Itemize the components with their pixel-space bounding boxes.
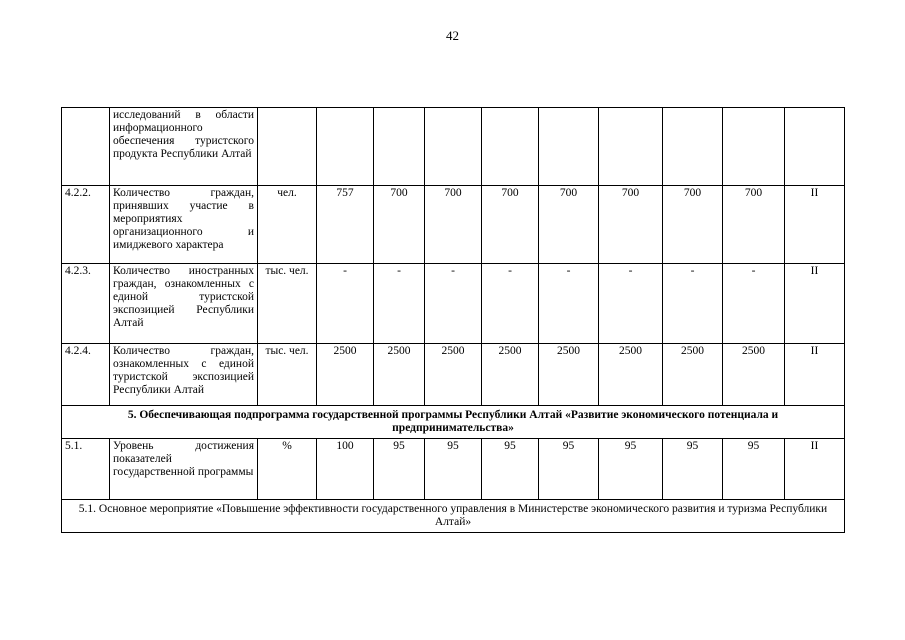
unit-cell: тыс. чел. (258, 264, 317, 344)
table-row (62, 186, 845, 264)
value-cell: 700 (425, 186, 482, 264)
value-cell (425, 108, 482, 186)
value-cell (723, 108, 785, 186)
value-cell: 2500 (663, 344, 723, 406)
value-cell: 700 (663, 186, 723, 264)
table-row (62, 344, 845, 406)
indicator-name: Количество граждан, принявших участие в мероприятиях организационного и имиджевого характера (110, 186, 258, 264)
value-cell: 2500 (723, 344, 785, 406)
page-number: 42 (446, 28, 459, 43)
value-cell: 95 (482, 439, 539, 500)
value-cell: 700 (539, 186, 599, 264)
value-cell: 100 (317, 439, 374, 500)
value-cell: 95 (723, 439, 785, 500)
section-header-row (62, 406, 845, 439)
indicator-name: Количество граждан, ознакомленных с единой туристской экспозицией Республики Алтай (110, 344, 258, 406)
value-cell: 2500 (317, 344, 374, 406)
value-cell: - (663, 264, 723, 344)
value-cell: 95 (663, 439, 723, 500)
value-cell: 95 (539, 439, 599, 500)
row-number: 4.2.3. (62, 264, 110, 344)
indicator-name: Уровень достижения показателей государственной программы (110, 439, 258, 500)
value-cell: - (539, 264, 599, 344)
value-cell: 2500 (482, 344, 539, 406)
value-cell: 2500 (599, 344, 663, 406)
indicator-name: исследований в области информационного обеспечения туристского продукта Республики Алтай (110, 108, 258, 186)
value-cell (599, 108, 663, 186)
group-cell: II (785, 344, 845, 406)
value-cell: 700 (723, 186, 785, 264)
unit-cell: тыс. чел. (258, 344, 317, 406)
section-title: 5. Обеспечивающая подпрограмма государственной программы Республики Алтай «Развитие экономического потенциала и предпринимательства» (62, 406, 845, 439)
value-cell (317, 108, 374, 186)
value-cell (482, 108, 539, 186)
group-cell: II (785, 264, 845, 344)
value-cell (663, 108, 723, 186)
indicators-table (61, 107, 845, 533)
value-cell (539, 108, 599, 186)
event-title: 5.1. Основное мероприятие «Повышение эффективности государственного управления в Министерстве экономического развития и туризма Республики Алтай» (62, 500, 845, 533)
value-cell: 95 (425, 439, 482, 500)
indicator-name: Количество иностранных граждан, ознакомленных с единой туристской экспозицией Республики Алтай (110, 264, 258, 344)
value-cell: - (317, 264, 374, 344)
table-row (62, 264, 845, 344)
value-cell: 2500 (539, 344, 599, 406)
group-cell: II (785, 439, 845, 500)
table-row (62, 108, 845, 186)
value-cell: 2500 (425, 344, 482, 406)
value-cell: 757 (317, 186, 374, 264)
value-cell: 700 (599, 186, 663, 264)
group-cell: II (785, 186, 845, 264)
row-number: 4.2.4. (62, 344, 110, 406)
value-cell: 95 (599, 439, 663, 500)
unit-cell: % (258, 439, 317, 500)
value-cell: - (374, 264, 425, 344)
value-cell: 700 (374, 186, 425, 264)
value-cell: 700 (482, 186, 539, 264)
value-cell: 2500 (374, 344, 425, 406)
group-cell (785, 108, 845, 186)
unit-cell (258, 108, 317, 186)
table-row (62, 439, 845, 500)
value-cell: 95 (374, 439, 425, 500)
event-header-row (62, 500, 845, 533)
value-cell: - (723, 264, 785, 344)
value-cell: - (482, 264, 539, 344)
row-number: 4.2.2. (62, 186, 110, 264)
row-number: 5.1. (62, 439, 110, 500)
value-cell (374, 108, 425, 186)
value-cell: - (599, 264, 663, 344)
row-number (62, 108, 110, 186)
unit-cell: чел. (258, 186, 317, 264)
value-cell: - (425, 264, 482, 344)
